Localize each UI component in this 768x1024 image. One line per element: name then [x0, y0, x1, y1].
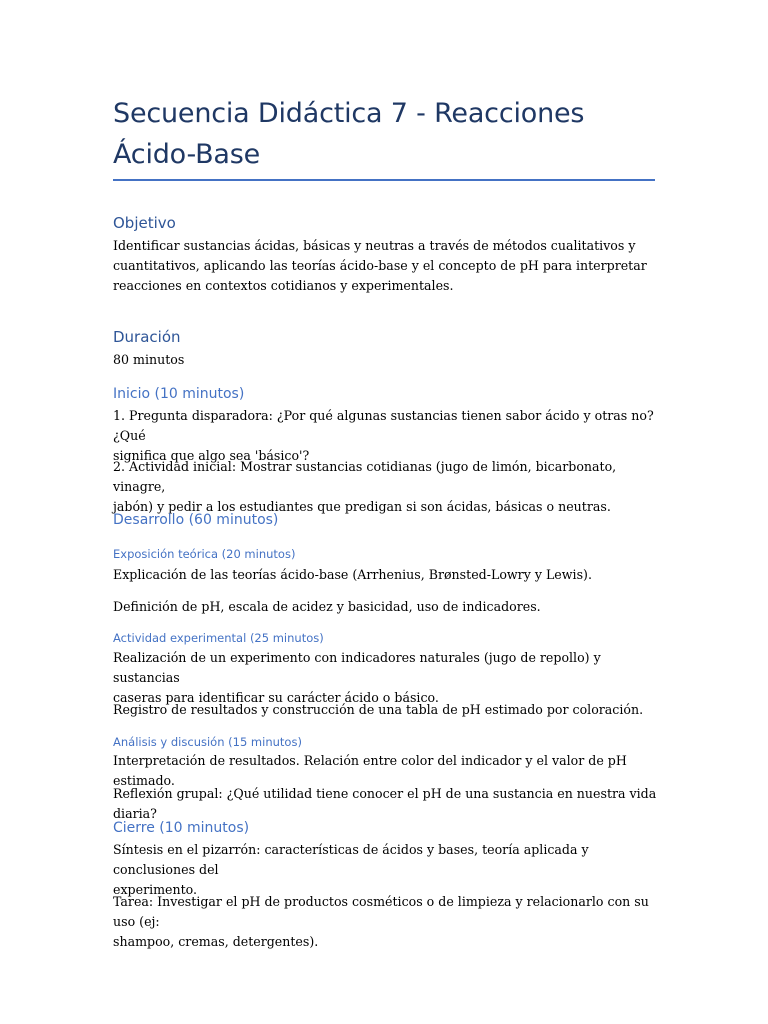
heading-objetivo: Objetivo — [113, 214, 176, 232]
analisis-paragraph-2: Reflexión grupal: ¿Qué utilidad tiene conocer el pH de una sustancia en nuestra vida diaria? — [113, 786, 657, 821]
heading-analisis-discusion: Análisis y discusión (15 minutos) — [113, 735, 302, 749]
objetivo-text — [113, 236, 658, 296]
actividad-p1-line: caseras para identificar su carácter ácido o básico. — [113, 690, 439, 705]
objetivo-line: reacciones en contextos cotidianos y experimentales. — [113, 278, 454, 293]
actividad-paragraph-2: Registro de resultados y construcción de una tabla de pH estimado por coloración. — [113, 702, 644, 717]
objetivo-line: Identificar sustancias ácidas, básicas y neutras a través de métodos cualitativos y — [113, 238, 636, 253]
objetivo-line: cuantitativos, aplicando las teorías ácido-base y el concepto de pH para interpretar — [113, 258, 647, 273]
heading-exposicion-teorica: Exposición teórica (20 minutos) — [113, 547, 296, 561]
exposicion-paragraph-2: Definición de pH, escala de acidez y basicidad, uso de indicadores. — [113, 599, 541, 614]
actividad-paragraph-1 — [113, 648, 658, 708]
cierre-paragraph-2 — [113, 892, 658, 952]
inicio-p2-line: jabón) y pedir a los estudiantes que predigan si son ácidas, básicas o neutras. — [113, 499, 611, 514]
title-underline — [113, 179, 655, 181]
inicio-paragraph-2 — [113, 457, 658, 517]
exposicion-paragraph-1: Explicación de las teorías ácido-base (Arrhenius, Brønsted-Lowry y Lewis). — [113, 567, 592, 582]
inicio-p1-line: 1. Pregunta disparadora: ¿Por qué algunas sustancias tienen sabor ácido y otras no? ¿Qué — [113, 408, 654, 443]
title-line-2: Ácido-Base — [113, 139, 261, 170]
cierre-paragraph-1 — [113, 840, 658, 900]
heading-actividad-experimental: Actividad experimental (25 minutos) — [113, 631, 324, 645]
cierre-p2-line: shampoo, cremas, detergentes). — [113, 934, 319, 949]
heading-duracion: Duración — [113, 328, 181, 346]
heading-inicio: Inicio (10 minutos) — [113, 386, 245, 402]
heading-desarrollo: Desarrollo (60 minutos) — [113, 512, 279, 528]
inicio-p2-line: 2. Actividad inicial: Mostrar sustancias cotidianas (jugo de limón, bicarbonato, vinagre, — [113, 459, 617, 494]
analisis-paragraph-1: Interpretación de resultados. Relación entre color del indicador y el valor de pH estimado. — [113, 753, 627, 788]
inicio-p1-line: significa que algo sea 'básico'? — [113, 448, 310, 463]
cierre-p2-line: Tarea: Investigar el pH de productos cosméticos o de limpieza y relacionarlo con su uso (ej: — [113, 894, 649, 929]
cierre-p1-line: Síntesis en el pizarrón: características de ácidos y bases, teoría aplicada y conclusiones del — [113, 842, 589, 877]
cierre-p1-line: experimento. — [113, 882, 198, 897]
actividad-p1-line: Realización de un experimento con indicadores naturales (jugo de repollo) y sustancias — [113, 650, 601, 685]
heading-cierre: Cierre (10 minutos) — [113, 820, 250, 836]
duracion-value: 80 minutos — [113, 352, 185, 367]
document-title — [113, 93, 658, 175]
title-line-1: Secuencia Didáctica 7 - Reacciones — [113, 98, 585, 129]
